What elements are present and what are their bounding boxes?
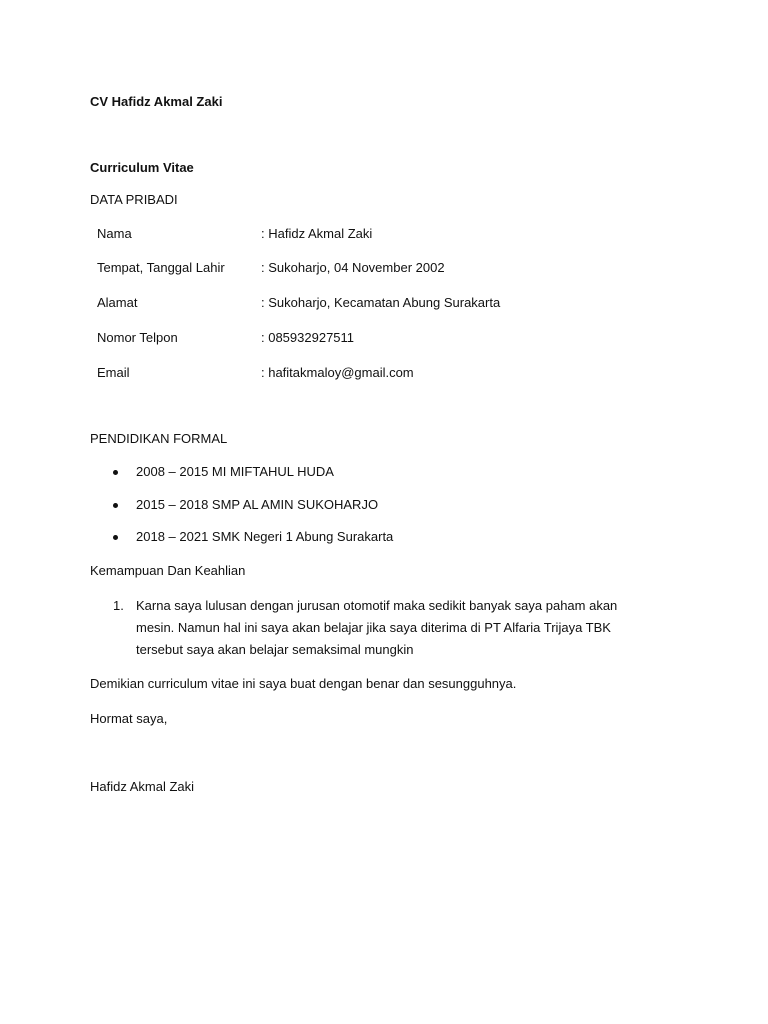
signature-name: Hafidz Akmal Zaki bbox=[90, 779, 195, 794]
document-title: CV Hafidz Akmal Zaki bbox=[90, 94, 223, 109]
name-value: : Hafidz Akmal Zaki bbox=[261, 226, 373, 241]
address-value: : Sukoharjo, Kecamatan Abung Surakarta bbox=[261, 295, 501, 310]
phone-label: Nomor Telpon bbox=[97, 330, 178, 345]
bullet-icon bbox=[113, 470, 118, 475]
phone-value: : 085932927511 bbox=[261, 330, 355, 345]
list-item: 2018 – 2021 SMK Negeri 1 Abung Surakarta bbox=[136, 529, 394, 544]
email-label: Email bbox=[97, 365, 130, 380]
birth-value: : Sukoharjo, 04 November 2002 bbox=[261, 260, 445, 275]
name-label: Nama bbox=[97, 226, 132, 241]
cv-heading: Curriculum Vitae bbox=[90, 160, 194, 175]
address-label: Alamat bbox=[97, 295, 138, 310]
bullet-icon bbox=[113, 535, 118, 540]
skill-paragraph: Karna saya lulusan dengan jurusan otomotif maka sedikit banyak saya paham akan mesin. Namun hal ini saya akan belajar jika saya diterima di PT Alfaria Trijaya TBK tersebut saya akan belajar semaksimal mungkin bbox=[136, 598, 618, 657]
list-item: 2008 – 2015 MI MIFTAHUL HUDA bbox=[136, 464, 334, 479]
email-value: : hafitakmaloy@gmail.com bbox=[261, 365, 414, 380]
skills-heading: Kemampuan Dan Keahlian bbox=[90, 563, 246, 578]
list-number: 1. bbox=[113, 598, 124, 613]
birth-label: Tempat, Tanggal Lahir bbox=[97, 260, 225, 275]
bullet-icon bbox=[113, 503, 118, 508]
closing-statement: Demikian curriculum vitae ini saya buat dengan benar dan sesungguhnya. bbox=[90, 676, 517, 691]
personal-data-heading: DATA PRIBADI bbox=[90, 192, 178, 207]
list-item: 2015 – 2018 SMP AL AMIN SUKOHARJO bbox=[136, 497, 379, 512]
regards: Hormat saya, bbox=[90, 711, 168, 726]
education-heading: PENDIDIKAN FORMAL bbox=[90, 431, 228, 446]
